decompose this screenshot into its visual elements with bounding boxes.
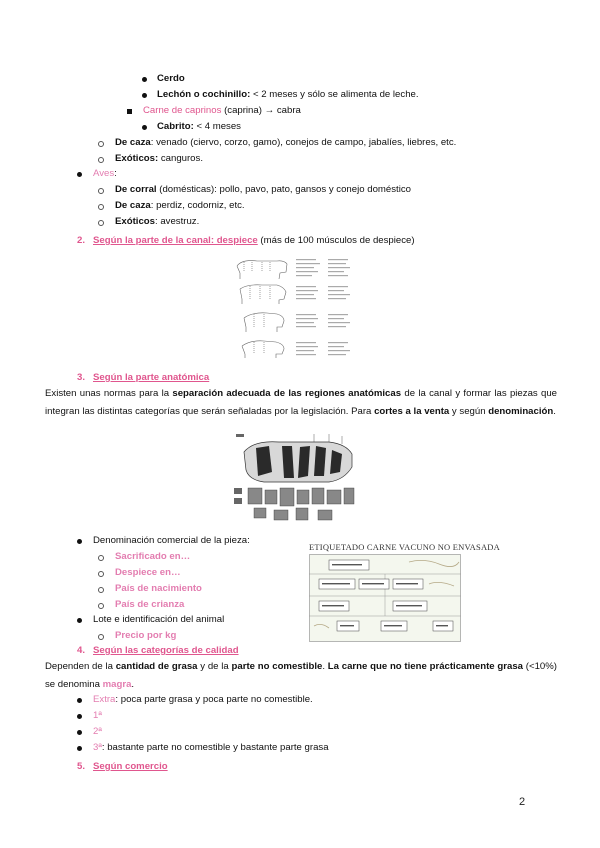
bullet-dot [142,77,147,82]
paragraph-anatomica: Existen unas normas para la separación adecuada de las regiones anatómicas de la canal y formar las piezas que integran las distintas categorías que serán señaladas por la legislación. Para cortes a la venta y según denominación. [45,388,557,417]
bullet-dot [142,125,147,130]
bullet-dot [77,539,82,544]
bullet-circle [98,555,104,561]
despiece-figure [232,254,372,366]
bullet-circle [98,587,104,593]
bullet-dot [142,93,147,98]
list-item: Despiece en… [115,567,181,578]
bullet-dot [77,698,82,703]
bullet-dot [77,714,82,719]
list-item: Aves: [93,168,117,179]
list-item: Sacrificado en… [115,551,191,562]
section-heading: Según las categorías de calidad [93,645,239,656]
list-item: Lote e identificación del animal [93,614,225,625]
bullet-circle [98,204,104,210]
list-item: De caza: perdiz, codorniz, etc. [115,200,245,211]
bullet-dot [77,730,82,735]
bullet-circle [98,634,104,640]
section-heading: Según la parte anatómica [93,372,210,383]
bullet-circle [98,220,104,226]
section-heading: Según comercio [93,761,168,772]
bullet-circle [98,571,104,577]
bullet-circle [98,157,104,163]
list-item: Exóticos: avestruz. [115,216,200,227]
bullet-dot [77,746,82,751]
list-item: Exóticos: canguros. [115,153,203,164]
list-item: 1ª [93,710,102,721]
list-item: 3ª: bastante parte no comestible y bastante parte grasa [93,742,329,753]
labeling-figure-title: ETIQUETADO CARNE VACUNO NO ENVASADA [309,542,500,552]
paragraph-calidad: Dependen de la cantidad de grasa y de la parte no comestible. La carne que no tiene prácticamente grasa (<10%) se denomina magra. [45,661,557,690]
list-item: Denominación comercial de la pieza: [93,535,250,546]
bullet-circle [98,603,104,609]
list-item: Precio por kg [115,630,177,641]
section-number: 4. [77,645,86,656]
list-item: Cabrito: < 4 meses [157,121,241,132]
bullet-square [127,109,132,114]
list-item: Extra: poca parte grasa y poca parte no comestible. [93,694,313,705]
section-number: 5. [77,761,86,772]
list-item: De corral (domésticas): pollo, pavo, pato, gansos y conejo doméstico [115,184,411,195]
list-item: Cerdo [157,73,185,84]
bullet-dot [77,172,82,177]
bullet-dot [77,618,82,623]
list-item: País de nacimiento [115,583,202,594]
section-heading: Según la parte de la canal: despiece (más de 100 músculos de despiece) [93,235,415,246]
beef-cuts-figure [234,432,362,528]
list-item: País de crianza [115,599,185,610]
bullet-circle [98,141,104,147]
list-item: De caza: venado (ciervo, corzo, gamo), conejos de campo, jabalíes, liebres, etc. [115,137,457,148]
section-number: 2. [77,235,86,246]
page-number: 2 [519,796,526,808]
list-item: 2ª [93,726,102,737]
list-item: Lechón o cochinillo: < 2 meses y sólo se alimenta de leche. [157,89,419,100]
list-item: Carne de caprinos (caprina) → cabra [143,105,301,116]
labeling-figure [309,554,461,642]
bullet-circle [98,188,104,194]
section-number: 3. [77,372,86,383]
